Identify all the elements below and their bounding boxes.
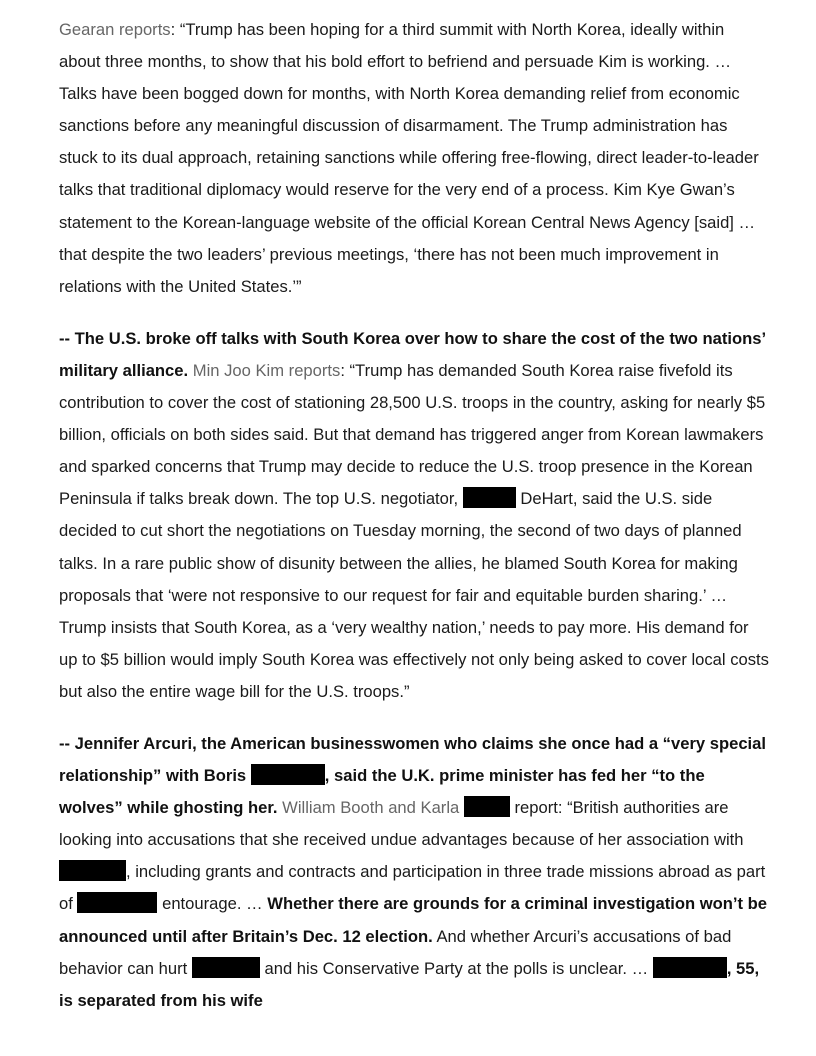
redaction-block bbox=[77, 892, 157, 913]
headline-south-korea: -- The U.S. broke off talks with South Korea over how to share the cost of the two nations’ military alliance. bbox=[59, 328, 766, 380]
paragraph-text: DeHart, said the U.S. side decided to cut short the negotiations on Tuesday morning, the second of two days of planned talks. In a rare public show of disunity between the allies, he blamed South Korea for making proposals that ‘were not responsive to our request for fair and equitable burden sharing.’ … Trump insists that South Korea, as a ‘very wealthy nation,’ needs to pay more. His demand for up to $5 billion would imply South Korea was effectively not only being asked to cover local costs but also the entire wage bill for the U.S. troops.” bbox=[59, 489, 769, 701]
paragraph-text: : “Trump has demanded South Korea raise fivefold its contribution to cover the cost of stationing 28,500 U.S. troops in the country, asking for nearly $5 billion, officials on both sides said. But that demand has triggered anger from Korean lawmakers and sparked concerns that Trump may decide to reduce the U.S. troop presence in the Korean Peninsula if talks break down. The top U.S. negotiator, bbox=[59, 360, 766, 509]
redaction-block bbox=[653, 957, 727, 978]
redaction-block bbox=[251, 764, 325, 785]
redaction-block bbox=[464, 796, 510, 817]
source-link-booth[interactable]: William Booth and Karla bbox=[282, 798, 460, 818]
redaction-block bbox=[463, 487, 516, 508]
bold-investigation-note: Whether there are grounds for a criminal investigation won’t be announced until after Britain’s Dec. 12 election. bbox=[59, 894, 768, 946]
bold-separated-note: , 55, is separated from his wife bbox=[59, 958, 760, 1010]
paragraph-text: entourage. … bbox=[162, 894, 263, 914]
paragraph-text: : “Trump has been hoping for a third summit with North Korea, ideally within about three months, to show that his bold effort to befriend and persuade Kim is working. … Talks have been bogged down for months, with North Korea demanding relief from economic sanctions before any meaningful discussion of disarmament. The Trump administration has stuck to its dual approach, retaining sanctions while offering free-flowing, direct leader-to-leader talks that traditional diplomacy would reserve for the very end of a process. Kim Kye Gwan’s statement to the Korean-language website of the official Korean Central News Agency [said] … that despite the two leaders’ previous meetings, ‘there has not been much improvement in relations with the United States.’” bbox=[59, 20, 759, 296]
source-link-min-joo-kim[interactable]: Min Joo Kim reports bbox=[192, 360, 341, 380]
paragraph-text: And whether Arcuri’s accusations of bad behavior can hurt bbox=[59, 926, 732, 978]
paragraph-text: and his Conservative Party at the polls is unclear. … bbox=[264, 958, 649, 978]
paragraph-text: , including grants and contracts and participation in three trade missions abroad as part of bbox=[59, 862, 766, 914]
headline-arcuri-part2: , said the U.K. prime minister has fed her “to the wolves” while ghosting her. bbox=[59, 766, 705, 818]
redaction-block bbox=[59, 860, 126, 881]
headline-arcuri-part1: -- Jennifer Arcuri, the American businesswomen who claims she once had a “very special relationship” with Boris bbox=[59, 733, 767, 786]
redaction-block bbox=[192, 957, 260, 978]
paragraph-north-korea bbox=[59, 14, 769, 303]
paragraph-arcuri bbox=[59, 728, 769, 1017]
article-page bbox=[59, 14, 769, 1017]
paragraph-south-korea bbox=[59, 323, 769, 708]
paragraph-text: report: “British authorities are looking into accusations that she received undue advantages because of her association with bbox=[59, 798, 744, 850]
source-link-gearan[interactable]: Gearan reports bbox=[59, 20, 171, 39]
